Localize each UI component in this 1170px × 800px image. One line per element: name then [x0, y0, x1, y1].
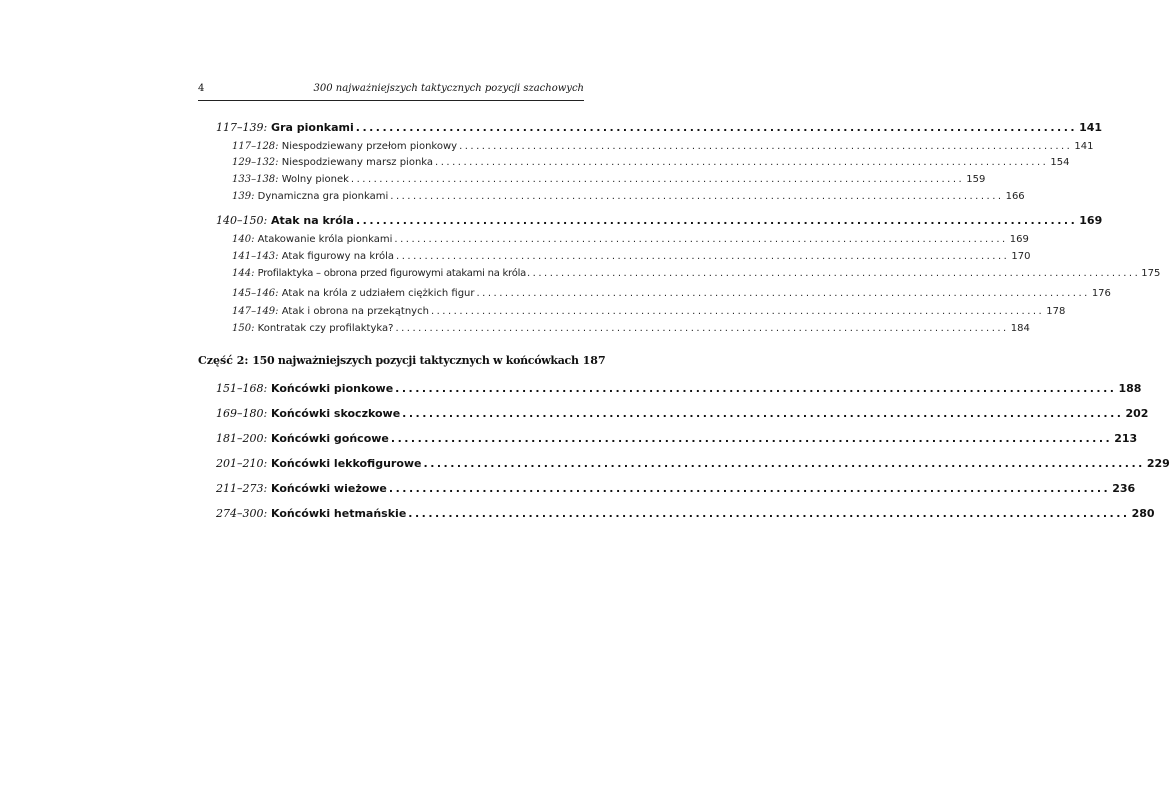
toc-subsection — [232, 321, 1030, 337]
toc-page: 229 — [1146, 457, 1170, 470]
leader-dots: ............................................................................................................ — [388, 482, 1111, 495]
toc-title: Wolny pionek — [281, 174, 349, 185]
toc-section — [216, 456, 1170, 472]
part-title: 150 najważniejszych pozycji taktycznych w końcówkach — [252, 354, 579, 367]
toc-title: Niespodziewany przełom pionkowy — [281, 141, 458, 152]
toc-section — [216, 381, 1142, 397]
toc-range: 133–138: — [232, 174, 279, 185]
toc-title: Gra pionkami — [271, 121, 354, 134]
toc-range: 129–132: — [232, 157, 279, 168]
leader-dots: ............................................................................................................ — [350, 174, 965, 185]
toc-section — [216, 120, 1103, 136]
toc-section — [216, 481, 1136, 497]
leader-dots: ............................................................................................................ — [459, 141, 1073, 152]
toc-title: Końcówki wieżowe — [271, 482, 387, 495]
toc-page: 184 — [1010, 323, 1030, 334]
toc-page: 178 — [1046, 306, 1066, 317]
toc-subsection — [232, 189, 1025, 205]
toc-title: Atak i obrona na przekątnych — [281, 306, 429, 317]
toc-range: 201–210: — [216, 457, 268, 470]
toc-range: 141–143: — [232, 251, 279, 262]
toc-section — [216, 431, 1138, 447]
toc-title: Dynamiczna gra pionkami — [257, 191, 389, 202]
toc-title: Atakowanie króla pionkami — [257, 234, 393, 245]
toc-range: 117–128: — [232, 141, 279, 152]
toc-range: 139: — [232, 191, 255, 202]
leader-dots: ............................................................................................................ — [430, 306, 1045, 317]
toc-page: 169 — [1079, 214, 1103, 227]
toc-range: 147–149: — [232, 306, 279, 317]
toc-subsection — [232, 232, 1029, 248]
toc-subsection — [232, 286, 1111, 302]
toc-subsection — [232, 172, 986, 188]
toc-page: 154 — [1050, 157, 1070, 168]
toc-title: Niespodziewany marsz pionka — [281, 157, 434, 168]
toc-title: Końcówki gońcowe — [271, 432, 389, 445]
toc-subsection — [232, 139, 1094, 155]
leader-dots: ............................................................................................................ — [408, 507, 1130, 520]
toc-title: Profilaktyka – obrona przed figurowymi atakami na króla — [257, 268, 526, 279]
toc-page: 213 — [1114, 432, 1138, 445]
toc-page: 169 — [1009, 234, 1029, 245]
toc-title: Końcówki skoczkowe — [271, 407, 401, 420]
leader-dots: ............................................................................................................ — [394, 234, 1008, 245]
toc-subsection — [232, 266, 1161, 282]
toc-title: Końcówki pionkowe — [271, 382, 394, 395]
toc-page: 159 — [966, 174, 986, 185]
toc-range: 151–168: — [216, 382, 268, 395]
leader-dots: ............................................................................................................ — [476, 288, 1090, 299]
toc-page: 175 — [1141, 268, 1161, 279]
toc-section — [216, 406, 1149, 422]
leader-dots: ............................................................................................................ — [423, 457, 1145, 470]
toc-page: 166 — [1005, 191, 1025, 202]
toc-page: 141 — [1079, 121, 1103, 134]
toc-subsection — [232, 249, 1031, 265]
toc-page: 141 — [1074, 141, 1094, 152]
toc-range: 140–150: — [216, 214, 268, 227]
toc-title: Atak na króla — [271, 214, 354, 227]
toc-page: 202 — [1125, 407, 1149, 420]
leader-dots: ............................................................................................................ — [355, 121, 1078, 134]
toc-range: 145–146: — [232, 288, 279, 299]
toc-range: 169–180: — [216, 407, 268, 420]
toc-section — [216, 213, 1103, 229]
toc-range: 150: — [232, 323, 255, 334]
leader-dots: ............................................................................................................ — [435, 157, 1049, 168]
toc-range: 144: — [232, 268, 255, 279]
leader-dots: ............................................................................................................ — [526, 268, 1141, 279]
leader-dots: ............................................................................................................ — [390, 191, 1004, 202]
toc-range: 211–273: — [216, 482, 268, 495]
toc-page: 236 — [1112, 482, 1136, 495]
leader-dots: ............................................................................................................ — [395, 323, 1009, 334]
toc-page: 188 — [1118, 382, 1142, 395]
toc-page: 170 — [1011, 251, 1031, 262]
toc-part — [198, 353, 606, 369]
toc-range: 117–139: — [216, 121, 268, 134]
toc-subsection — [232, 304, 1066, 320]
toc-title: Atak na króla z udziałem ciężkich figur — [281, 288, 475, 299]
leader-dots: ............................................................................................................ — [402, 407, 1124, 420]
leader-dots: ............................................................................................................ — [396, 251, 1010, 262]
toc-title: Kontratak czy profilaktyka? — [257, 323, 394, 334]
toc-page: 187 — [582, 354, 606, 367]
toc-section — [216, 506, 1155, 522]
toc-title: Atak figurowy na króla — [281, 251, 395, 262]
toc-range: 140: — [232, 234, 255, 245]
leader-dots: ............................................................................................................ — [355, 214, 1078, 227]
toc-page: 280 — [1131, 507, 1155, 520]
toc-subsection — [232, 155, 1070, 171]
running-title: 300 najważniejszych taktycznych pozycji szachowych — [313, 83, 584, 94]
leader-dots: ............................................................................................................ — [395, 382, 1117, 395]
page-number: 4 — [198, 83, 205, 94]
toc-title: Końcówki lekkofigurowe — [271, 457, 422, 470]
toc-title: Końcówki hetmańskie — [271, 507, 407, 520]
toc-page: 176 — [1091, 288, 1111, 299]
toc-range: 274–300: — [216, 507, 268, 520]
toc-range: 181–200: — [216, 432, 268, 445]
leader-dots: ............................................................................................................ — [390, 432, 1113, 445]
part-label: Część 2: — [198, 354, 249, 367]
